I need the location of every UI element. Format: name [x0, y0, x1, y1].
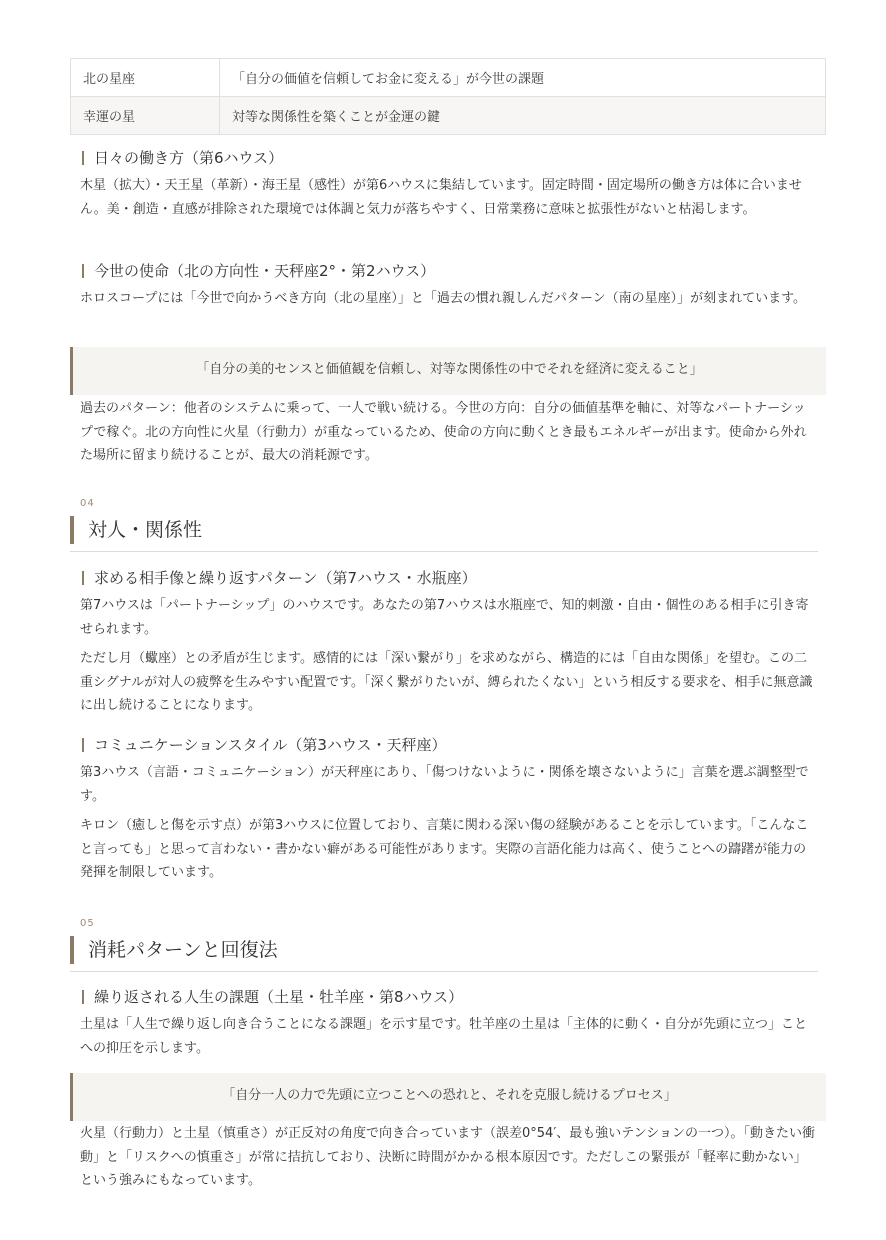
table-key: 幸運の星: [71, 97, 220, 135]
accent-bar: [70, 516, 74, 544]
section-number: 05: [80, 918, 95, 929]
paragraph: ただし月（蠍座）との矛盾が生じます。感情的には「深い繋がり」を求めながら、構造的には「自由な関係」を望む。この二重シグナルが対人の疲弊を生みやすい配置です。「深く繋がりたいが、縛られたくない」という相反する要求を、相手に無意識に出し続けることになります。: [80, 651, 813, 713]
paragraph: 火星（行動力）と土星（慎重さ）が正反対の角度で向き合っています（誤差0°54′、最も強いテンションの一つ）。「動きたい衝動」と「リスクへの慎重さ」が常に拮抗しており、決断に時間がかかる根本原因です。ただしこの緊張が「軽率に動かない」という強みにもなっています。: [80, 1126, 816, 1188]
quote-block: 「自分の美的センスと価値観を信頼し、対等な関係性の中でそれを経済に変えること」: [70, 347, 826, 395]
subheading-communication: コミュニケーションスタイル（第3ハウス・天秤座）: [80, 734, 446, 756]
subheading-mission: 今世の使命（北の方向性・天秤座2°・第2ハウス）: [80, 260, 435, 282]
section-number: 04: [80, 498, 95, 509]
paragraph: キロン（癒しと傷を示す点）が第3ハウスに位置しており、言葉に関わる深い傷の経験があることを示しています。「こんなこと言っても」と思って言わない・書かない癖がある可能性があります。実際の言語化能力は高く、使うことへの躊躇が能力の発揮を制限しています。: [80, 818, 809, 880]
paragraph: 第7ハウスは「パートナーシップ」のハウスです。あなたの第7ハウスは水瓶座で、知的刺激・自由・個性のある相手に引き寄せられます。: [80, 598, 809, 637]
table-value: 対等な関係性を築くことが金運の鍵: [220, 97, 826, 135]
paragraph: 第3ハウス（言語・コミュニケーション）が天秤座にあり、「傷つけないように・関係を壊さないように」言葉を選ぶ調整型です。: [80, 765, 809, 804]
section-title-text: 対人・関係性: [88, 519, 203, 541]
paragraph: 過去のパターン：他者のシステムに乗って、一人で戦い続ける。今世の方向：自分の価値基準を軸に、対等なパートナーシップで稼ぐ。北の方向性に火星（行動力）が重なっているため、使命の方向に動くとき最もエネルギーが出ます。使命から外れた場所に留まり続けることが、最大の消耗源です。: [80, 401, 807, 463]
quote-block: 「自分一人の力で先頭に立つことへの恐れと、それを克服し続けるプロセス」: [70, 1073, 826, 1121]
subheading-partner-pattern: 求める相手像と繰り返すパターン（第7ハウス・水瓶座）: [80, 567, 477, 589]
section-title-text: 消耗パターンと回復法: [88, 939, 278, 961]
subheading-daily-work: 日々の働き方（第6ハウス）: [80, 147, 283, 169]
paragraph: 土星は「人生で繰り返し向き合うことになる課題」を示す星です。牡羊座の土星は「主体的に動く・自分が先頭に立つ」ことへの抑圧を示します。: [80, 1017, 807, 1056]
table-value: 「自分の価値を信頼してお金に変える」が今世の課題: [220, 59, 826, 97]
table-key: 北の星座: [71, 59, 220, 97]
accent-bar: [70, 936, 74, 964]
subheading-life-lesson: 繰り返される人生の課題（土星・牡羊座・第8ハウス）: [80, 986, 463, 1008]
summary-table: [70, 58, 826, 135]
table-row: [71, 59, 826, 97]
paragraph: ホロスコープには「今世で向かうべき方向（北の星座）」と「過去の慣れ親しんだパターン（南の星座）」が刻まれています。: [80, 291, 807, 306]
section-title-depletion: [70, 934, 818, 972]
paragraph: 木星（拡大）・天王星（革新）・海王星（感性）が第6ハウスに集結しています。固定時間・固定場所の働き方は体に合いません。美・創造・直感が排除された環境では体調と気力が落ちやすく、日常業務に意味と拡張性がないと枯渇します。: [80, 178, 802, 217]
table-row: [71, 97, 826, 135]
section-title-relationships: [70, 514, 818, 552]
